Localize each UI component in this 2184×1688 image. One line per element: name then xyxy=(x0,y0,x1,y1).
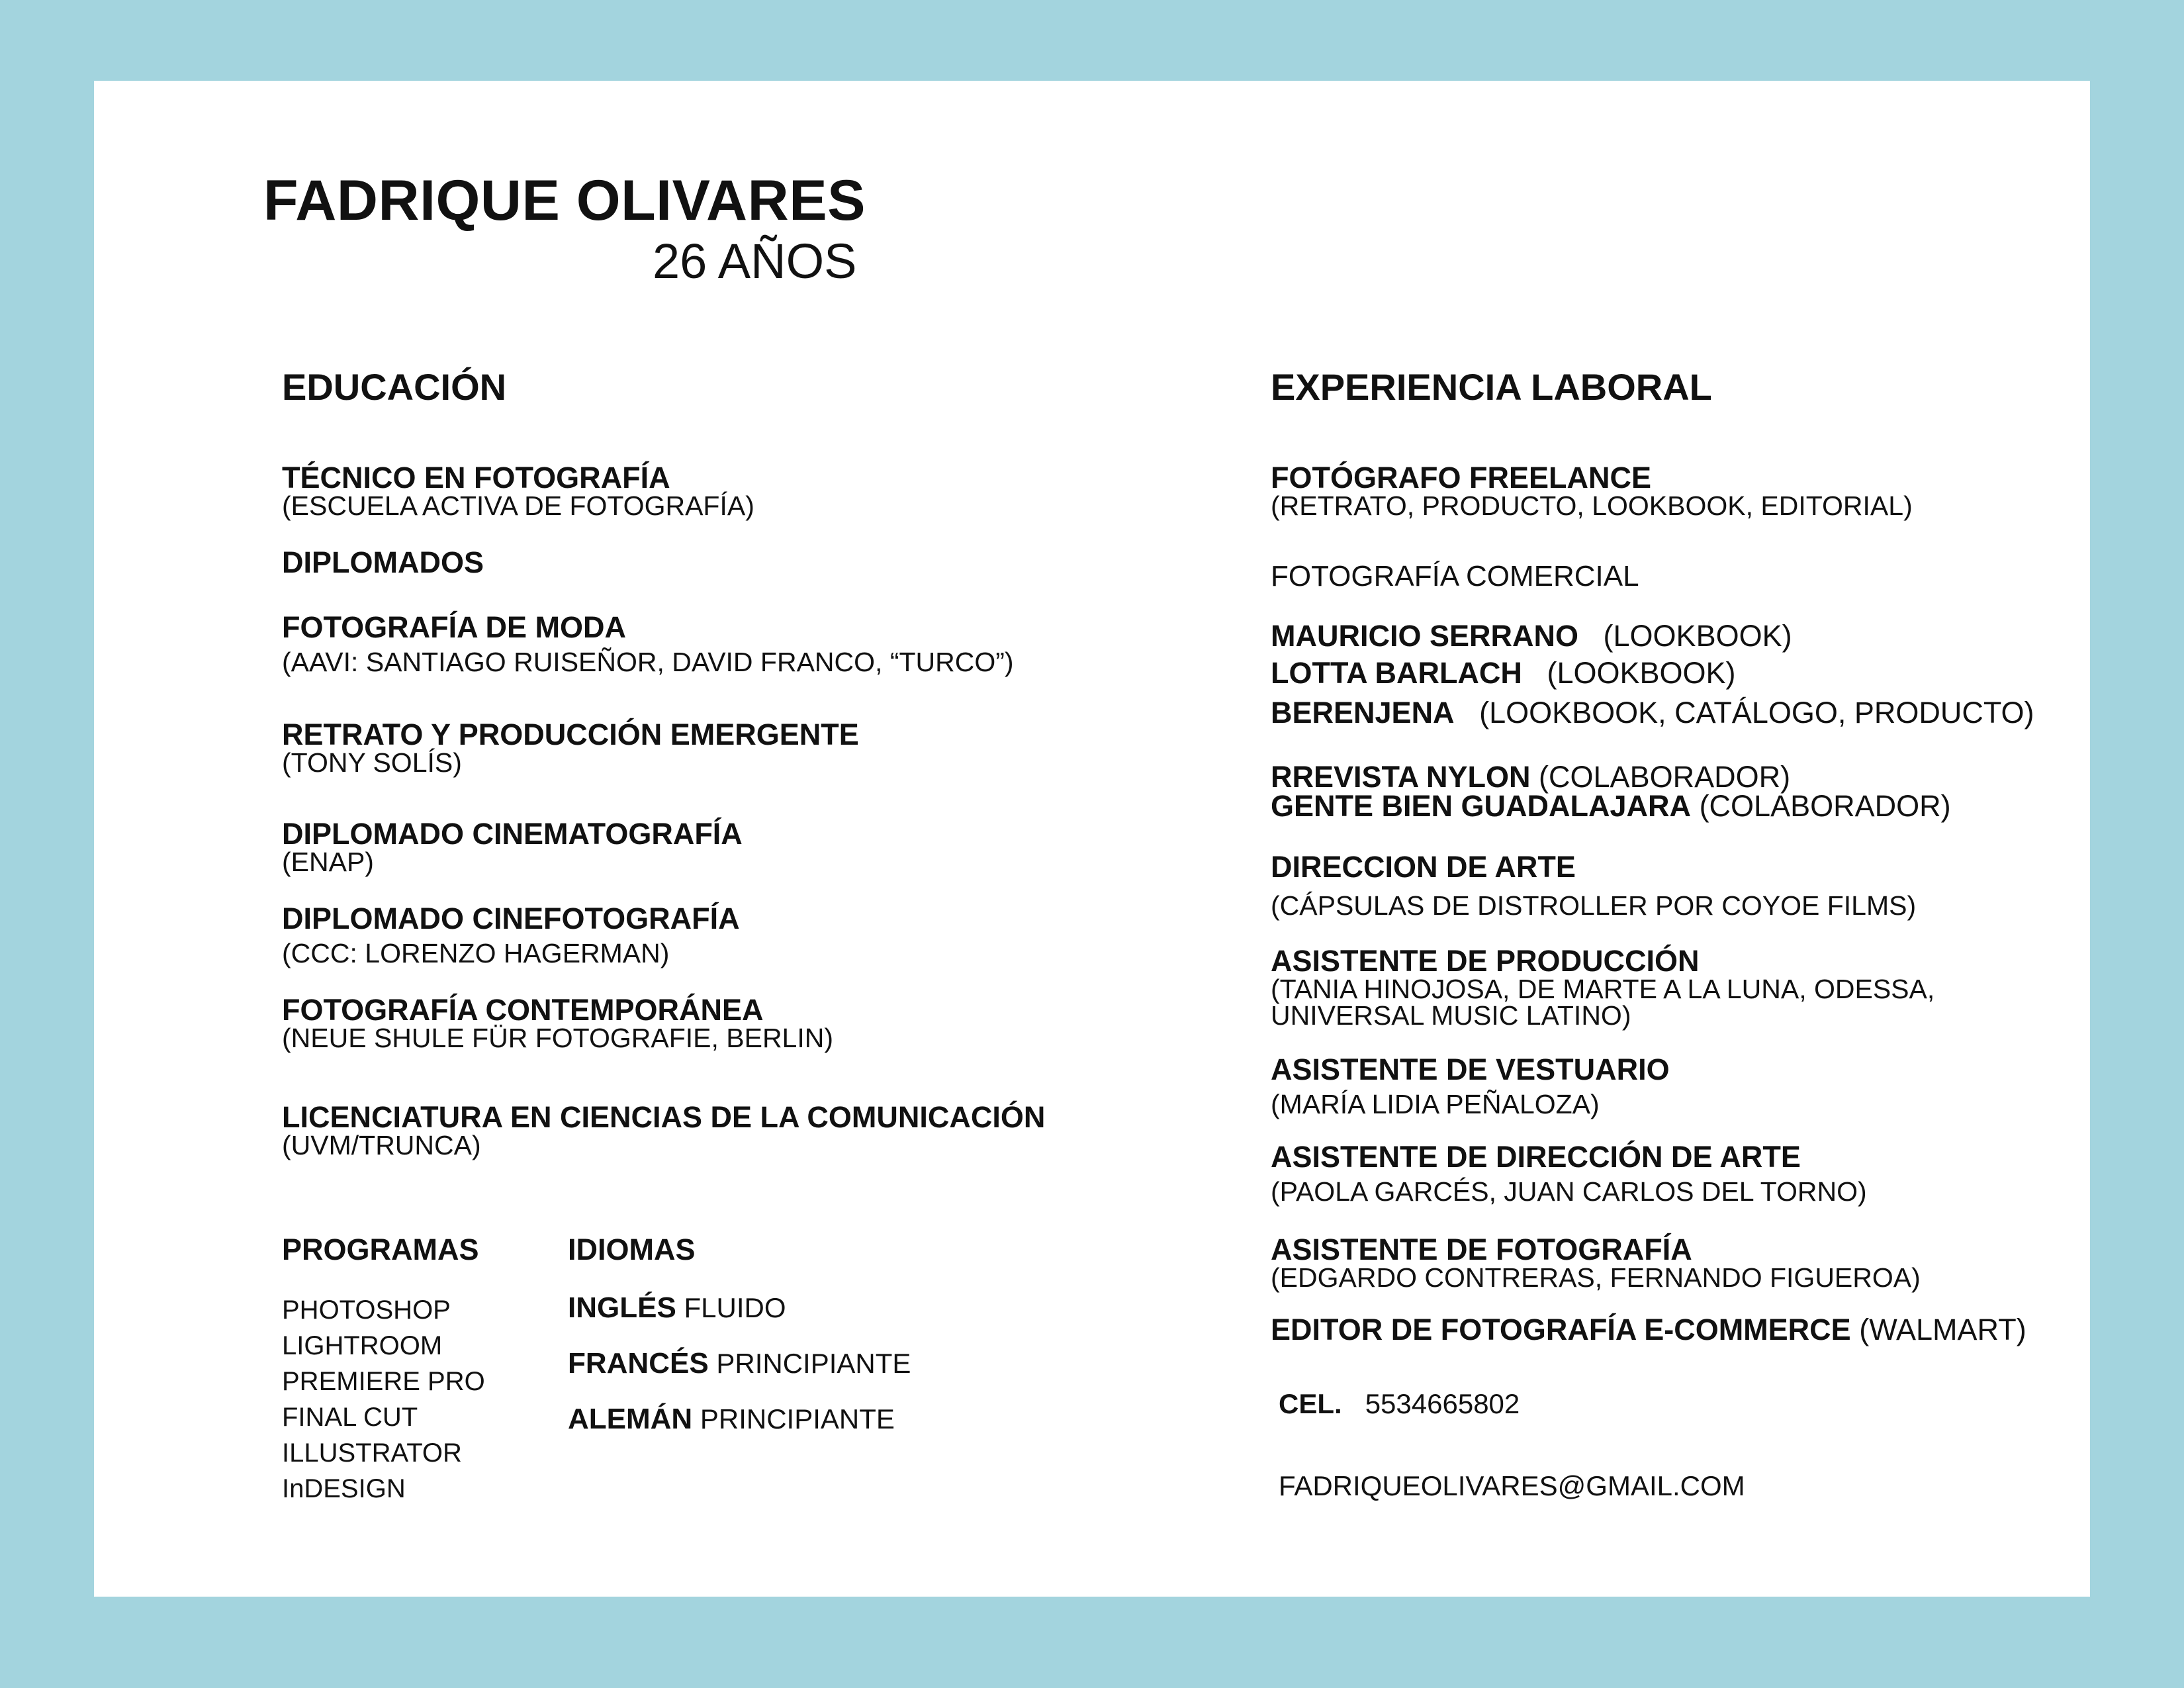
languages-heading xyxy=(568,1235,696,1264)
program-item: LIGHTROOM xyxy=(282,1331,443,1360)
person-name: FADRIQUE OLIVARES xyxy=(263,169,866,232)
programs-heading-label: PROGRAMAS xyxy=(282,1233,479,1266)
experience-item xyxy=(1271,1140,1867,1207)
education-item-title: DIPLOMADO CINEFOTOGRAFÍA xyxy=(282,902,740,935)
language-name: FRANCÉS xyxy=(568,1347,709,1380)
experience-freelance xyxy=(1271,463,1913,519)
education-item-title: FOTOGRAFÍA DE MODA xyxy=(282,610,626,644)
program-item: FINAL CUT xyxy=(282,1403,418,1432)
program-item: ILLUSTRATOR xyxy=(282,1438,462,1468)
program-item: PHOTOSHOP xyxy=(282,1295,451,1325)
education-heading: EDUCACIÓN xyxy=(282,366,507,408)
education-item-detail: (UVM/TRUNCA) xyxy=(282,1130,481,1160)
experience-item-detail: (EDGARDO CONTRERAS, FERNANDO FIGUEROA) xyxy=(1271,1262,1921,1293)
phone-label: CEL. xyxy=(1279,1388,1342,1419)
education-item-title: FOTOGRAFÍA CONTEMPORÁNEA xyxy=(282,993,764,1027)
education-item-title: DIPLOMADO CINEMATOGRAFÍA xyxy=(282,817,743,851)
education-item-detail: (CCC: LORENZO HAGERMAN) xyxy=(282,938,670,968)
ecommerce-row xyxy=(1271,1313,2026,1346)
education-item xyxy=(282,1100,1046,1160)
education-item xyxy=(282,545,484,579)
language-level: FLUIDO xyxy=(684,1292,786,1323)
language-level: PRINCIPIANTE xyxy=(716,1348,911,1379)
programs-list xyxy=(282,1292,485,1507)
experience-item-title: ASISTENTE DE PRODUCCIÓN xyxy=(1271,944,1700,978)
client-detail: (LOOKBOOK) xyxy=(1547,656,1736,690)
experience-item-title: ASISTENTE DE FOTOGRAFÍA xyxy=(1271,1233,1692,1266)
education-item xyxy=(282,610,1014,677)
education-item xyxy=(282,817,743,877)
experience-item-detail: (CÁPSULAS DE DISTROLLER POR COYOE FILMS) xyxy=(1271,890,1917,921)
education-item xyxy=(282,993,834,1053)
collab-row xyxy=(1271,789,1951,823)
client-name: MAURICIO SERRANO xyxy=(1271,619,1579,653)
client-row xyxy=(1271,696,2034,729)
language-item xyxy=(568,1336,911,1391)
education-item-title: RETRATO Y PRODUCCIÓN EMERGENTE xyxy=(282,718,859,751)
experience-item-title: DIRECCION DE ARTE xyxy=(1271,850,1576,884)
phone-number[interactable]: 5534665802 xyxy=(1365,1388,1520,1419)
experience-item-title: ASISTENTE DE DIRECCIÓN DE ARTE xyxy=(1271,1140,1801,1174)
person-age: 26 AÑOS xyxy=(653,234,857,289)
client-detail: (LOOKBOOK, CATÁLOGO, PRODUCTO) xyxy=(1479,696,2034,729)
experience-item xyxy=(1271,1235,1921,1291)
education-item xyxy=(282,904,740,966)
commercial-label: FOTOGRAFÍA COMERCIAL xyxy=(1271,560,1639,592)
education-item xyxy=(282,463,754,519)
experience-heading: EXPERIENCIA LABORAL xyxy=(1271,366,1712,408)
collab-name: GENTE BIEN GUADALAJARA xyxy=(1271,789,1692,823)
language-name: ALEMÁN xyxy=(568,1403,693,1435)
ecommerce-title: EDITOR DE FOTOGRAFÍA E-COMMERCE xyxy=(1271,1313,1851,1346)
experience-item-detail: UNIVERSAL MUSIC LATINO) xyxy=(1271,1000,1631,1031)
client-detail: (LOOKBOOK) xyxy=(1603,619,1792,653)
experience-item xyxy=(1271,850,1917,921)
experience-item-title: ASISTENTE DE VESTUARIO xyxy=(1271,1053,1670,1086)
program-item: PREMIERE PRO xyxy=(282,1367,485,1396)
client-name: BERENJENA xyxy=(1271,696,1455,729)
client-row xyxy=(1271,657,1736,690)
education-item-title: TÉCNICO EN FOTOGRAFÍA xyxy=(282,461,670,494)
collab-name: RREVISTA NYLON xyxy=(1271,760,1531,794)
collab-detail: (COLABORADOR) xyxy=(1539,760,1791,794)
phone-row xyxy=(1279,1387,1520,1421)
education-item-detail: (ESCUELA ACTIVA DE FOTOGRAFÍA) xyxy=(282,491,754,521)
experience-item-detail: (MARÍA LIDIA PEÑALOZA) xyxy=(1271,1089,1600,1119)
experience-item-title: FOTÓGRAFO FREELANCE xyxy=(1271,461,1651,494)
language-name: INGLÉS xyxy=(568,1291,676,1324)
languages-heading-label: IDIOMAS xyxy=(568,1233,696,1266)
program-item: InDESIGN xyxy=(282,1474,406,1503)
collab-row xyxy=(1271,760,1791,794)
language-item xyxy=(568,1280,911,1336)
education-item xyxy=(282,720,859,776)
experience-item-detail: (PAOLA GARCÉS, JUAN CARLOS DEL TORNO) xyxy=(1271,1176,1867,1207)
language-item xyxy=(568,1391,911,1447)
client-name: LOTTA BARLACH xyxy=(1271,656,1522,690)
education-item-detail: (ENAP) xyxy=(282,847,374,877)
education-item-detail: (NEUE SHULE FÜR FOTOGRAFIE, BERLIN) xyxy=(282,1023,834,1053)
education-item-detail: (TONY SOLÍS) xyxy=(282,747,462,778)
experience-item-detail: (RETRATO, PRODUCTO, LOOKBOOK, EDITORIAL) xyxy=(1271,491,1913,521)
experience-item-detail: (TANIA HINOJOSA, DE MARTE A LA LUNA, ODESSA, xyxy=(1271,974,1935,1004)
education-item-title: LICENCIATURA EN CIENCIAS DE LA COMUNICACIÓN xyxy=(282,1100,1046,1134)
languages-list xyxy=(568,1280,911,1447)
collab-detail: (COLABORADOR) xyxy=(1699,789,1951,823)
language-level: PRINCIPIANTE xyxy=(700,1403,895,1434)
email-address[interactable]: FADRIQUEOLIVARES@GMAIL.COM xyxy=(1279,1470,1745,1501)
education-item-detail: (AAVI: SANTIAGO RUISEÑOR, DAVID FRANCO, “TURCO”) xyxy=(282,647,1014,677)
experience-item xyxy=(1271,944,1935,1031)
programs-heading xyxy=(282,1235,479,1264)
experience-item xyxy=(1271,1055,1670,1117)
client-row xyxy=(1271,620,1792,653)
education-item-title: DIPLOMADOS xyxy=(282,545,484,579)
ecommerce-detail: (WALMART) xyxy=(1859,1313,2026,1346)
